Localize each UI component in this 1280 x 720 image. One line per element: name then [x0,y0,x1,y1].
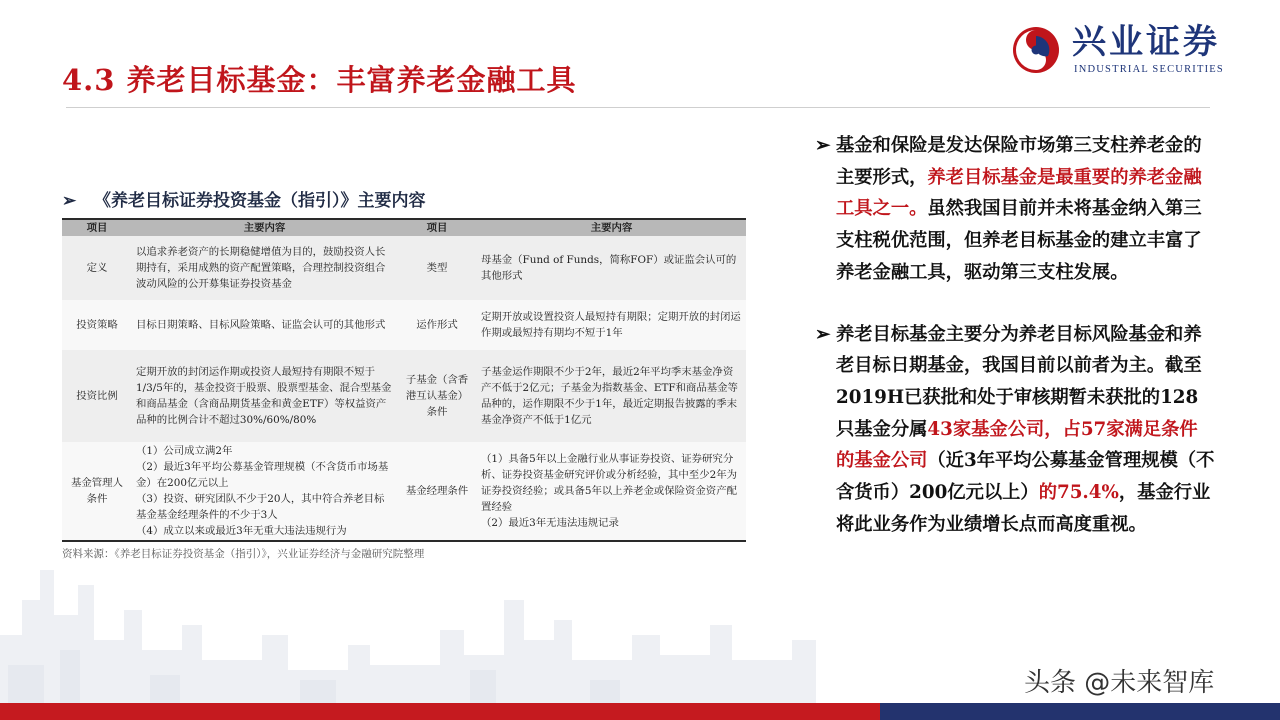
paragraph-text: 虽然我国目前并未将基金纳入第三支柱税优范围，但养老目标基金的建立丰富了养老金融工具，驱动第三支柱发展。 [836,198,1202,283]
commentary-paragraph-2 [815,319,1215,541]
row-item: 运作形式 [397,300,477,350]
row-content: 母基金（Fund of Funds，简称FOF）或证监会认可的其他形式 [477,236,746,300]
commentary-section [815,130,1215,558]
table-header-row [62,219,746,236]
header-divider [66,107,1210,108]
row-content: 定期开放的封闭运作期或投资人最短持有期限不短于1/3/5年的，基金投资于股票、股票型基金、混合型基金和商品基金（含商品期货基金和黄金ETF）等权益资产品种的比例合计不超过30%/60%/80% [132,350,397,442]
row-content: （1）具备5年以上金融行业从事证券投资、证券研究分析、证券投资基金研究评价或分析经验，其中至少2年为证券投资经验；或具备5年以上养老金或保险资金资产配置经验 （2）最近3年无违法违规记录 [477,442,746,541]
table-row [62,236,746,300]
bullet-arrow-icon: ➢ [815,323,831,345]
highlight-text: 养老目标基金是最重要的养老金融工具之一。 [836,166,1202,220]
guideline-section [62,186,752,561]
section-heading [62,186,752,211]
row-item: 子基金（含香港互认基金）条件 [397,350,477,442]
logo-emblem-icon [1012,26,1060,74]
paragraph-text: ，基金行业将此业务作为业绩增长点而高度重视。 [836,482,1211,535]
bullet-arrow-icon: ➢ [62,191,77,211]
highlight-text: 43家基金公司，占57家满足条件的基金公司 [836,418,1198,472]
company-logo [1012,22,1262,78]
row-content: 目标日期策略、目标风险策略、证监会认可的其他形式 [132,300,397,350]
page-title: 4.3 养老目标基金：丰富养老金融工具 [62,63,577,97]
table-header-item-2: 项目 [397,219,477,236]
table-row [62,300,746,350]
footer-bar-navy [880,703,1280,720]
highlight-text: 的75.4% [1038,482,1119,504]
footer-bar-red [0,703,880,720]
paragraph-text: 养老目标基金主要分为养老目标风险基金和养老目标日期基金，我国目前以前者为主。截至2019H已获批和处于审核期暂未获批的128只基金分属 [836,323,1202,440]
row-content: 以追求养老资产的长期稳健增值为目的，鼓励投资人长期持有，采用成熟的资产配置策略，合理控制投资组合波动风险的公开募集证券投资基金 [132,236,397,300]
logo-name-cn: 兴业证券 [1072,22,1220,62]
row-item: 定义 [62,236,132,300]
row-content: （1）公司成立满2年 （2）最近3年平均公募基金管理规模（不含货币市场基金）在200亿元以上 （3）投资、研究团队不少于20人，其中符合养老目标基金基金经理条件的不少于3人 （4）成立以来或最近3年无重大违法违规行为 [132,442,397,541]
bullet-arrow-icon: ➢ [815,135,831,156]
row-content: 子基金运作期限不少于2年，最近2年平均季末基金净资产不低于2亿元；子基金为指数基金、ETF和商品基金等品种的，运作期限不少于1年，最近定期报告披露的季末基金净资产不低于1亿元 [477,350,746,442]
section-heading-text: 《养老目标证券投资基金（指引）》主要内容 [94,191,426,211]
row-item: 类型 [397,236,477,300]
table-header-content-1: 主要内容 [132,219,397,236]
table-row [62,442,746,541]
row-item: 基金管理人条件 [62,442,132,541]
footer-bar [0,703,1280,720]
watermark-text: 头条 @未来智库 [1024,668,1215,698]
logo-name-en: INDUSTRIAL SECURITIES [1074,64,1224,75]
row-content: 定期开放或设置投资人最短持有期限；定期开放的封闭运作期或最短持有期均不短于1年 [477,300,746,350]
commentary-paragraph-1 [815,130,1215,289]
table-header-content-2: 主要内容 [477,219,746,236]
table-header-item-1: 项目 [62,219,132,236]
row-item: 投资比例 [62,350,132,442]
paragraph-text: 基金和保险是发达保险市场第三支柱养老金的主要形式， [836,135,1202,188]
table-row [62,350,746,442]
row-item: 投资策略 [62,300,132,350]
guideline-table [62,218,746,542]
paragraph-text: （近3年平均公募基金管理规模（不含货币）200亿元以上） [836,450,1215,504]
row-item: 基金经理条件 [397,442,477,541]
source-note: 资料来源：《养老目标证券投资基金（指引）》，兴业证券经济与金融研究院整理 [62,548,425,560]
